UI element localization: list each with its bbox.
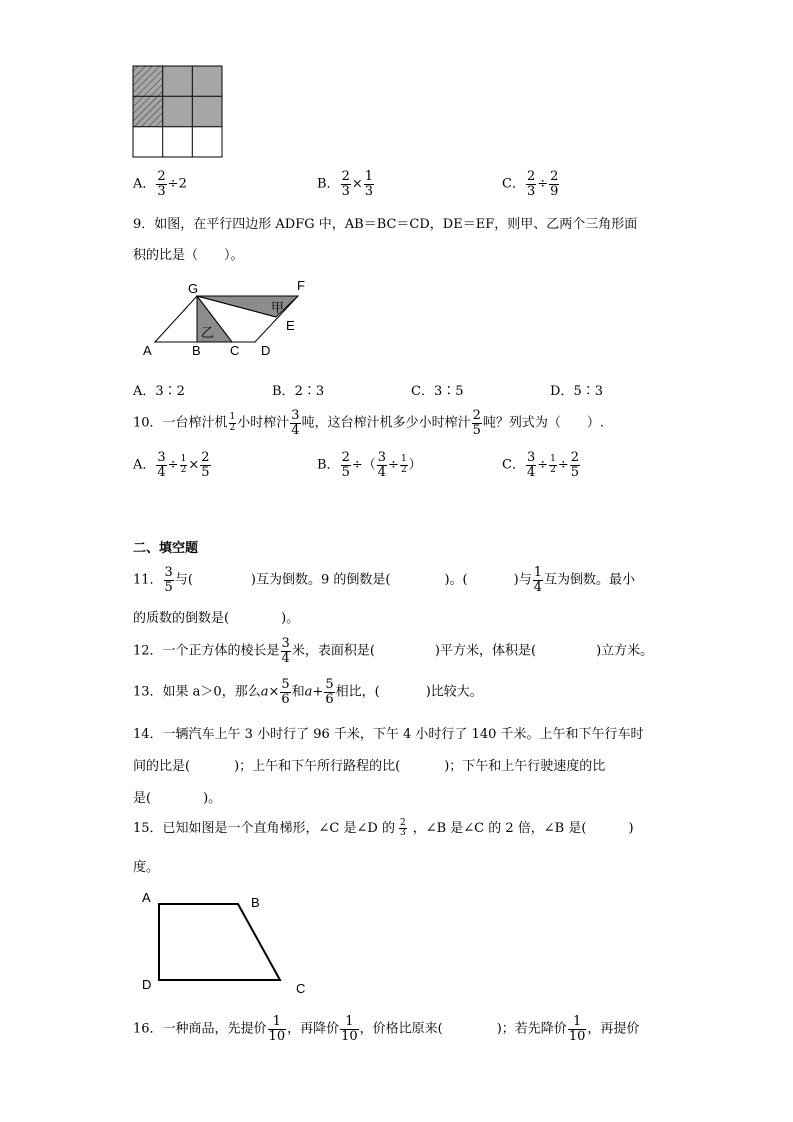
q10-option-a[interactable]: A． $\frac{3}{4}$ ÷ $\frac{1}{2}$ × $\frac{2}{5}$ [133,450,210,480]
label-a: A [143,343,152,358]
label-yi: 乙 [201,326,215,341]
label-b: B [251,895,260,910]
q14-line2: 间的比是( )；上午和下午所行路程的比( )；下午和上午行驶速度的比 [133,759,606,774]
q9-option-b[interactable]: B．2∶3 [272,384,325,399]
label-a: A [142,890,151,905]
label-e: E [286,318,295,333]
q15-line1: 15．已知如图是一个直角梯形，∠C 是∠D 的 $\frac{2}{3}$ ，∠B 是∠C 的 2 倍，∠B 是( ) [133,817,634,838]
q9-option-d[interactable]: D．5∶3 [550,384,603,399]
q8-option-b[interactable]: B． $\frac{2}{3}$ × $\frac{1}{3}$ [317,169,374,199]
q15-line2: 度。 [133,860,160,875]
grid-figure [132,65,224,159]
label-d: D [261,343,271,358]
q14-line1: 14．一辆汽车上午 3 小时行了 96 千米，下午 4 小时行了 140 千米。上午和下午行车时 [133,727,644,742]
q14-line3: 是( )。 [133,791,222,806]
q11-line1: 11． $\frac{3}{5}$ 与( )互为倒数。9 的倒数是( )。( )与 $\frac{1}{4}$ 互为倒数。最小 [133,565,635,595]
q13: 13．如果 a＞0，那么a× $\frac{5}{6}$ 和a+ $\frac{5}{6}$ 相比，( )比较大。 [133,677,483,707]
q10-option-b[interactable]: B． $\frac{2}{5}$ ÷（ $\frac{3}{4}$ ÷ $\frac{1}{2}$ ） [317,450,422,480]
q8-option-a[interactable]: A． $\frac{2}{3}$ ÷2 [133,169,187,199]
label-jia: 甲 [271,301,285,316]
q10-option-c[interactable]: C． $\frac{3}{4}$ ÷ $\frac{1}{2}$ ÷ $\frac{2}{5}$ [502,450,580,480]
label-g: G [188,281,199,296]
section-title: 二、填空题 [133,541,199,556]
label-d: D [142,977,152,992]
parallelogram-figure [135,275,325,363]
q8-option-c[interactable]: C． $\frac{2}{3}$ ÷ $\frac{2}{9}$ [502,169,559,199]
q9-line1: 9．如图，在平行四边形 ADFG 中，AB＝BC＝CD，DE＝EF，则甲、乙两个三角形面 [133,217,638,232]
q11-line2: 的质数的倒数是( )。 [133,611,300,626]
q12: 12．一个正方体的棱长是 $\frac{3}{4}$ 米，表面积是( )平方米，体积是( )立方米。 [133,636,654,666]
label-b: B [192,343,201,358]
trapezoid-figure [135,888,315,998]
label-c: C [230,343,240,358]
q9-line2: 积的比是（ ）。 [133,248,244,263]
label-f: F [297,278,305,293]
q16-line1: 16．一种商品，先提价 $\frac{1}{10}$ ，再降价 $\frac{1}{10}$ ，价格比原来( )；若先降价 $\frac{1}{10}$ ，再提价 [133,1014,640,1044]
q9-option-c[interactable]: C．3∶5 [411,384,464,399]
q9-option-a[interactable]: A．3∶2 [133,384,185,399]
q10-stem: 10．一台榨汁机 $\frac{1}{2}$ 小时榨汁 $\frac{3}{4}$ 吨，这台榨汁机多少小时榨汁 $\frac{2}{5}$ 吨？列式为（ ）. [133,408,605,438]
label-c: C [296,981,306,996]
